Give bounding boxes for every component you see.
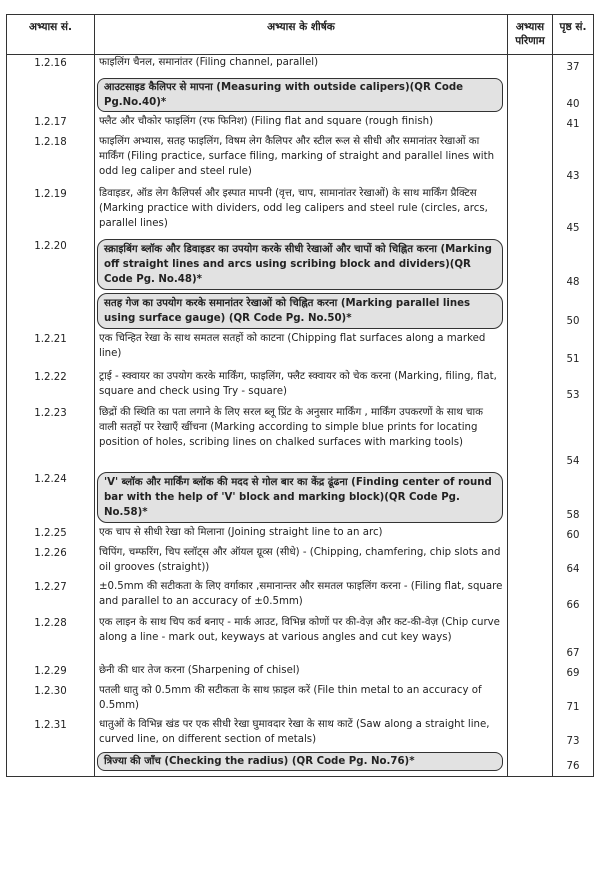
page-number: 76 xyxy=(553,751,594,777)
exercise-number xyxy=(7,751,95,777)
page-number: 48 xyxy=(553,238,594,292)
table-row xyxy=(7,186,594,238)
table-row xyxy=(7,579,594,615)
exercise-title-cell xyxy=(95,114,508,134)
exercise-result-cell xyxy=(508,77,553,114)
table-row xyxy=(7,77,594,114)
exercise-result-cell xyxy=(508,331,553,369)
exercise-result-cell xyxy=(508,186,553,238)
exercise-title-cell xyxy=(95,683,508,717)
exercise-title: ±0.5mm की सटीकता के लिए वर्गाकार ,समानान्तर और समतल फाइलिंग करना - (Filing flat, square and parallel to an accuracy of ±0.5mm) xyxy=(99,580,503,607)
exercise-result-cell xyxy=(508,471,553,525)
exercise-number: 1.2.18 xyxy=(7,134,95,186)
table-row xyxy=(7,55,594,77)
exercise-title-cell xyxy=(95,238,508,292)
exercise-title: पतली धातु को 0.5mm की सटीकता के साथ फ़ाइल करें (File thin metal to an accuracy of 0.5mm) xyxy=(99,684,482,711)
header-exercise-title: अभ्यास के शीर्षक xyxy=(95,15,508,55)
table-row xyxy=(7,114,594,134)
exercise-result-cell xyxy=(508,545,553,579)
exercise-title-cell xyxy=(95,134,508,186)
exercise-number: 1.2.16 xyxy=(7,55,95,77)
exercise-result-cell xyxy=(508,114,553,134)
page-number: 50 xyxy=(553,292,594,331)
exercise-number: 1.2.21 xyxy=(7,331,95,369)
table-row xyxy=(7,369,594,405)
exercise-number: 1.2.27 xyxy=(7,579,95,615)
page-number: 53 xyxy=(553,369,594,405)
exercise-title: छेनी की धार तेज करना (Sharpening of chisel) xyxy=(99,664,300,676)
page-number: 71 xyxy=(553,683,594,717)
exercise-result-cell xyxy=(508,525,553,545)
table-row xyxy=(7,751,594,777)
exercise-number: 1.2.30 xyxy=(7,683,95,717)
exercise-result-cell xyxy=(508,615,553,663)
exercise-result-cell xyxy=(508,751,553,777)
exercise-title-cell xyxy=(95,77,508,114)
page-number: 73 xyxy=(553,717,594,751)
exercise-title-cell xyxy=(95,615,508,663)
exercise-title-cell xyxy=(95,405,508,471)
exercise-index-table xyxy=(6,14,594,777)
exercise-result-cell xyxy=(508,238,553,292)
exercise-title-cell xyxy=(95,186,508,238)
exercise-title-cell xyxy=(95,579,508,615)
exercise-title-cell xyxy=(95,545,508,579)
page-number: 58 xyxy=(553,471,594,525)
header-page-no: पृष्ठ सं. xyxy=(553,15,594,55)
table-row xyxy=(7,405,594,471)
exercise-title: फाइलिंग अभ्यास, सतह फाइलिंग, विषम लेग कैलिपर और स्टील रूल से सीधी और समानांतर रेखाओं का मार्किंग (Filing practice, surface filing, marking of straight and parallel lines with odd leg caliper and steel rule) xyxy=(99,135,495,177)
exercise-title: एक लाइन के साथ चिप कर्व बनाए - मार्क आउट, विभिन्न कोणों पर की-वेज़ और कट-की-वेज़ (Chip curve along a line - mark out, keyways at various angles and cut key ways) xyxy=(99,616,500,643)
qr-highlighted-title: त्रिज्या की जाँच (Checking the radius) (QR Code Pg. No.76)* xyxy=(97,752,503,771)
exercise-title: चिपिंग, चम्फरिंग, चिप स्लॉट्स और ऑयल ग्रूव्स (सीधे) - (Chipping, chamfering, chip slots and oil grooves (straight)) xyxy=(99,546,501,573)
exercise-number: 1.2.23 xyxy=(7,405,95,471)
exercise-number: 1.2.26 xyxy=(7,545,95,579)
exercise-result-cell xyxy=(508,683,553,717)
exercise-title-cell xyxy=(95,369,508,405)
exercise-title-cell xyxy=(95,525,508,545)
table-row xyxy=(7,615,594,663)
exercise-number: 1.2.31 xyxy=(7,717,95,751)
exercise-title: डिवाइडर, ऑड लेग कैलिपर्स और इस्पात मापनी (वृत्त, चाप, सामानांतर रेखाओं) के साथ मार्किंग प्रैक्टिस (Marking practice with dividers, odd leg calipers and steel rule (circles, arcs, parallel lines) xyxy=(99,187,488,229)
exercise-number: 1.2.22 xyxy=(7,369,95,405)
table-row xyxy=(7,292,594,331)
qr-highlighted-title: सतह गेज का उपयोग करके समानांतर रेखाओं को चिह्नित करना (Marking parallel lines using surface gauge) (QR Code Pg. No.50)* xyxy=(97,293,503,329)
qr-highlighted-title: स्क्राइबिंग ब्लॉक और डिवाइडर का उपयोग करके सीधी रेखाओं और चापों को चिह्नित करना (Marking off straight lines and arcs using scribing block and dividers)(QR Code Pg. No.48)* xyxy=(97,239,503,290)
exercise-title-cell xyxy=(95,55,508,77)
header-exercise-no: अभ्यास सं. xyxy=(7,15,95,55)
qr-highlighted-title: 'V' ब्लॉक और मार्किंग ब्लॉक की मदद से गोल बार का केंद्र ढूंढना (Finding center of round bar with the help of 'V' block and marking block)(QR Code Pg. No.58)* xyxy=(97,472,503,523)
page-number: 37 xyxy=(553,55,594,77)
exercise-number: 1.2.28 xyxy=(7,615,95,663)
page-number: 43 xyxy=(553,134,594,186)
table-row xyxy=(7,134,594,186)
exercise-title-cell xyxy=(95,292,508,331)
table-row xyxy=(7,717,594,751)
table-row xyxy=(7,331,594,369)
exercise-title-cell xyxy=(95,331,508,369)
page-number: 69 xyxy=(553,663,594,683)
qr-highlighted-title: आउटसाइड कैलिपर से मापना (Measuring with outside calipers)(QR Code Pg.No.40)* xyxy=(97,78,503,112)
page-number: 51 xyxy=(553,331,594,369)
exercise-result-cell xyxy=(508,292,553,331)
exercise-number: 1.2.25 xyxy=(7,525,95,545)
page-number: 45 xyxy=(553,186,594,238)
exercise-result-cell xyxy=(508,663,553,683)
exercise-result-cell xyxy=(508,369,553,405)
page-number: 64 xyxy=(553,545,594,579)
table-row xyxy=(7,471,594,525)
exercise-title-cell xyxy=(95,663,508,683)
exercise-number: 1.2.29 xyxy=(7,663,95,683)
exercise-result-cell xyxy=(508,717,553,751)
exercise-title: ट्राई - स्क्वायर का उपयोग करके मार्किंग, फाइलिंग, फ्लैट स्क्वायर को चेक करना (Marking, filing, flat, square and check using Try - square) xyxy=(99,370,497,397)
exercise-title-cell xyxy=(95,471,508,525)
exercise-title: एक चाप से सीधी रेखा को मिलाना (Joining straight line to an arc) xyxy=(99,526,383,538)
exercise-title: फाइलिंग चैनल, समानांतर (Filing channel, parallel) xyxy=(99,57,319,68)
page-number: 41 xyxy=(553,114,594,134)
table-row xyxy=(7,525,594,545)
exercise-number xyxy=(7,292,95,331)
exercise-title-cell xyxy=(95,717,508,751)
exercise-number: 1.2.17 xyxy=(7,114,95,134)
exercise-title: फ्लैट और चौकोर फाइलिंग (रफ फिनिश) (Filing flat and square (rough finish) xyxy=(99,115,434,127)
table-body xyxy=(7,55,594,777)
exercise-number xyxy=(7,77,95,114)
exercise-result-cell xyxy=(508,134,553,186)
table-header-row xyxy=(7,15,594,55)
page-number: 60 xyxy=(553,525,594,545)
page-number: 54 xyxy=(553,405,594,471)
table-row xyxy=(7,663,594,683)
exercise-title: एक चिन्हित रेखा के साथ समतल सतहों को काटना (Chipping flat surfaces along a marked line) xyxy=(99,332,486,359)
table-row xyxy=(7,683,594,717)
exercise-result-cell xyxy=(508,579,553,615)
page-number: 66 xyxy=(553,579,594,615)
exercise-title: धातुओं के विभिन्न खंड पर एक सीधी रेखा घुमावदार रेखा के साथ काटें (Saw along a straight line, curved line, on different section of metals) xyxy=(99,718,490,745)
header-exercise-result: अभ्यास परिणाम xyxy=(508,15,553,55)
table-row xyxy=(7,238,594,292)
exercise-number: 1.2.24 xyxy=(7,471,95,525)
exercise-title-cell xyxy=(95,751,508,777)
exercise-result-cell xyxy=(508,405,553,471)
exercise-number: 1.2.19 xyxy=(7,186,95,238)
exercise-result-cell xyxy=(508,55,553,77)
page-number: 40 xyxy=(553,77,594,114)
exercise-number: 1.2.20 xyxy=(7,238,95,292)
table-row xyxy=(7,545,594,579)
exercise-title: छिद्रों की स्थिति का पता लगाने के लिए सरल ब्लू प्रिंट के अनुसार मार्किंग , मार्किंग उपकरणों के साथ चाक वाली सतहों पर रेखाएँ खींचना (Marking according to simple blue prints for locating position of holes, scribing lines on chalked surfaces with marking tools) xyxy=(99,406,483,448)
page-number: 67 xyxy=(553,615,594,663)
